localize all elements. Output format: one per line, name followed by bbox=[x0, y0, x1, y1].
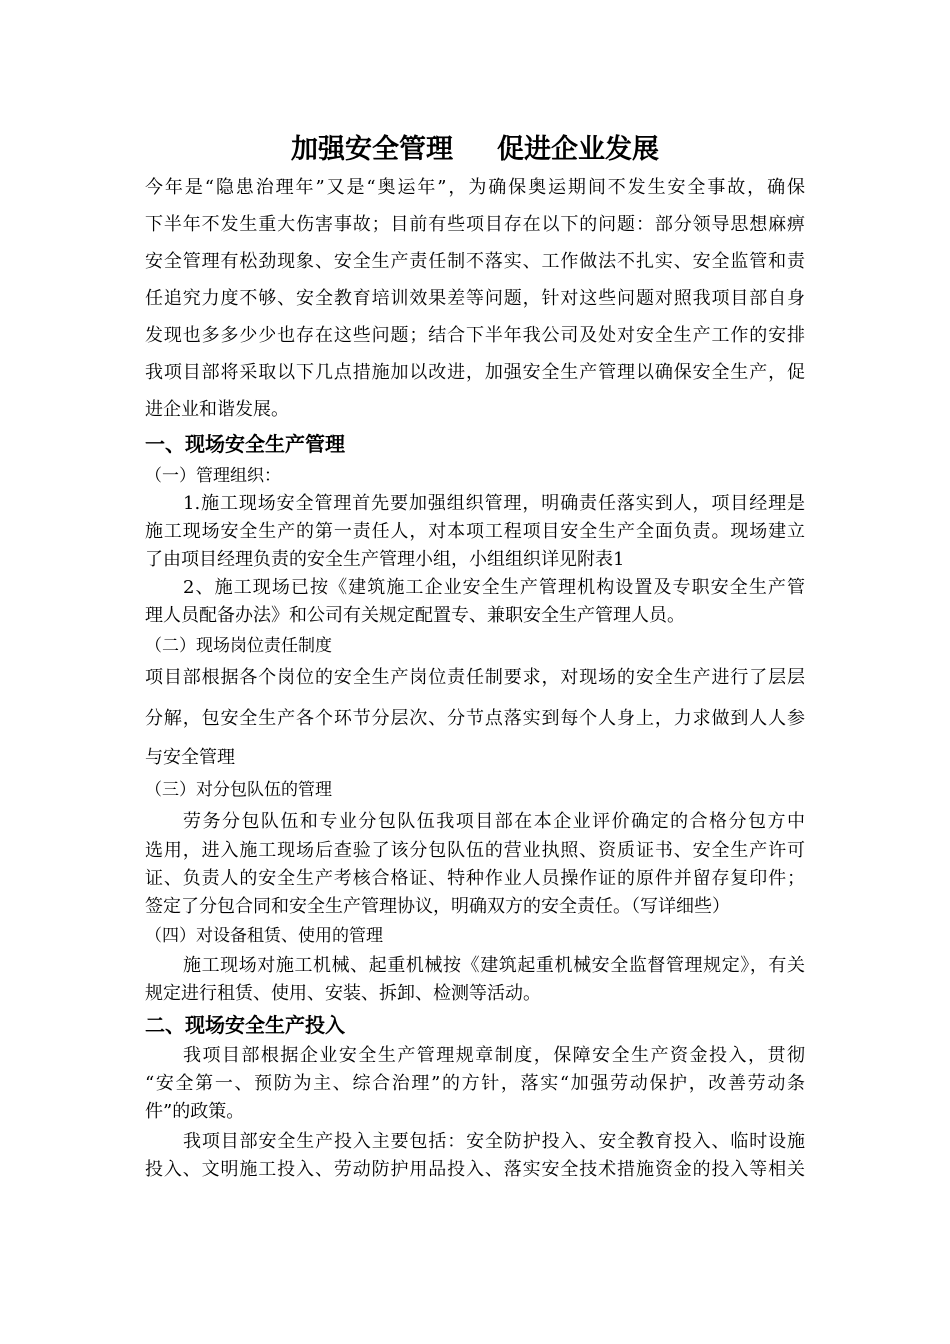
paragraph-line: 证、负责人的安全生产考核合格证、特种作业人员操作证的原件并留存复印件； bbox=[145, 868, 805, 889]
paragraph-line: 2、施工现场已按《建筑施工企业安全生产管理机构设置及专职安全生产管 bbox=[183, 577, 805, 598]
intro-line: 任追究力度不够、安全教育培训效果差等问题，针对这些问题对照我项目部自身 bbox=[145, 288, 805, 309]
paragraph-line: 施工现场对施工机械、起重机械按《建筑起重机械安全监督管理规定》，有关 bbox=[183, 955, 805, 976]
intro-line: 发现也多多少少也存在这些问题；结合下半年我公司及处对安全生产工作的安排 bbox=[145, 325, 805, 346]
paragraph-line: 施工现场安全生产的第一责任人，对本项工程项目安全生产全面负责。现场建立 bbox=[145, 521, 805, 542]
section-heading: 一、现场安全生产管理 bbox=[145, 432, 345, 456]
intro-line: 我项目部将采取以下几点措施加以改进，加强安全生产管理以确保安全生产，促 bbox=[145, 362, 805, 383]
paragraph-line: 投入、文明施工投入、劳动防护用品投入、落实安全技术措施资金的投入等相关 bbox=[145, 1159, 805, 1180]
section-heading: 二、现场安全生产投入 bbox=[145, 1013, 345, 1037]
paragraph-line: 1.施工现场安全管理首先要加强组织管理，明确责任落实到人，项目经理是 bbox=[183, 493, 805, 514]
paragraph-line: 我项目部根据企业安全生产管理规章制度，保障安全生产资金投入，贯彻 bbox=[183, 1045, 805, 1066]
subsection-heading: （二）现场岗位责任制度 bbox=[145, 636, 332, 656]
subsection-heading: （四）对设备租赁、使用的管理 bbox=[145, 926, 383, 946]
paragraph-line: 选用，进入施工现场后查验了该分包队伍的营业执照、资质证书、安全生产许可 bbox=[145, 840, 805, 861]
paragraph-line: 分解，包安全生产各个环节分层次、分节点落实到每个人身上，力求做到人人参 bbox=[145, 708, 805, 729]
paragraph-line: 理人员配备办法》和公司有关规定配置专、兼职安全生产管理人员。 bbox=[145, 605, 685, 626]
subsection-heading: （三）对分包队伍的管理 bbox=[145, 780, 332, 800]
paragraph-line: 劳务分包队伍和专业分包队伍我项目部在本企业评价确定的合格分包方中 bbox=[183, 811, 805, 832]
paragraph-line: 规定进行租赁、使用、安装、拆卸、检测等活动。 bbox=[145, 983, 541, 1004]
intro-line: 安全管理有松劲现象、安全生产责任制不落实、工作做法不扎实、安全监管和责 bbox=[145, 251, 805, 272]
paragraph-line: 签定了分包合同和安全生产管理协议，明确双方的安全责任。（写详细些） bbox=[145, 896, 730, 917]
title-part-2: 促进企业发展 bbox=[497, 134, 659, 165]
paragraph-line: “安全第一、预防为主、综合治理”的方针，落实“加强劳动保护，改善劳动条 bbox=[145, 1073, 805, 1094]
intro-line: 下半年不发生重大伤害事故；目前有些项目存在以下的问题：部分领导思想麻痹 bbox=[145, 214, 805, 235]
paragraph-line: 我项目部安全生产投入主要包括：安全防护投入、安全教育投入、临时设施 bbox=[183, 1131, 805, 1152]
paragraph-line: 了由项目经理负责的安全生产管理小组，小组组织详见附表1 bbox=[145, 549, 625, 570]
paragraph-line: 件”的政策。 bbox=[145, 1101, 245, 1122]
title-part-1: 加强安全管理 bbox=[291, 134, 453, 165]
subsection-heading: （一）管理组织： bbox=[145, 466, 281, 486]
paragraph-line: 与安全管理 bbox=[145, 747, 235, 768]
document-title bbox=[0, 133, 950, 167]
intro-line: 进企业和谐发展。 bbox=[145, 399, 289, 420]
paragraph-line: 项目部根据各个岗位的安全生产岗位责任制要求，对现场的安全生产进行了层层 bbox=[145, 667, 805, 688]
intro-line: 今年是“隐患治理年”又是“奥运年”，为确保奥运期间不发生安全事故，确保 bbox=[145, 177, 805, 198]
